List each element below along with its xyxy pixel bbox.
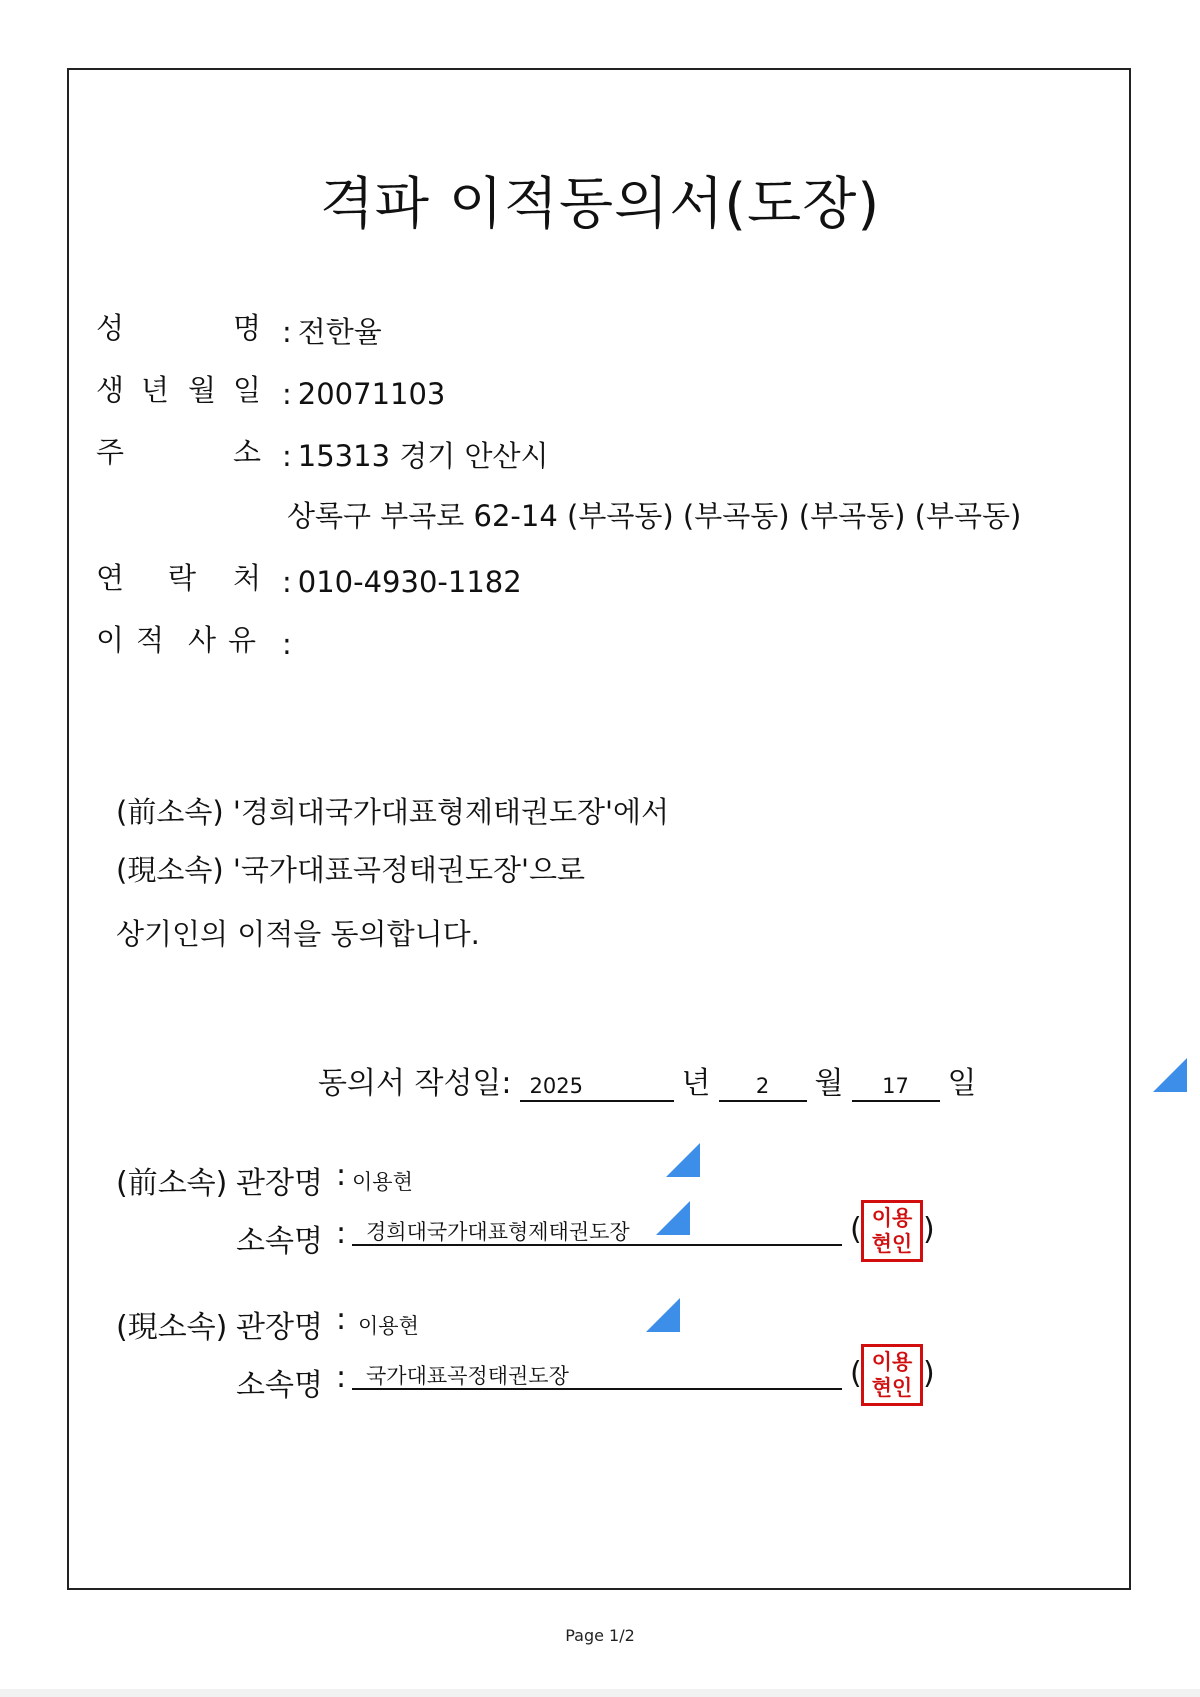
field-contact: 연 락 처 : 010-4930-1182 [96, 556, 522, 599]
field-name-label: 성 명 [96, 311, 262, 345]
edit-marker-icon[interactable] [646, 1298, 680, 1332]
current-prefix: (現소속) [116, 1310, 228, 1345]
edit-marker-icon[interactable] [656, 1201, 690, 1235]
field-birth: 생 년 월 일 : 20071103 [96, 368, 445, 411]
field-contact-value: 010-4930-1182 [297, 565, 522, 599]
field-contact-label: 연 락 처 [96, 561, 262, 595]
field-address-line1: 15313 경기 안산시 [297, 439, 549, 473]
date-month-unit: 월 [814, 1066, 844, 1101]
document-title: 격파 이적동의서(도장) [319, 172, 881, 237]
seal-stamp-icon: 이용 현인 [861, 1344, 923, 1406]
current-director-label: 관장명 [236, 1310, 323, 1345]
field-birth-value: 20071103 [297, 377, 446, 411]
field-reason-label: 이 적 사 유 [96, 623, 257, 657]
date-day: 17 [852, 1074, 940, 1102]
body-line-consent: 상기인의 이적을 동의합니다. [116, 917, 480, 951]
previous-director-label: 관장명 [236, 1166, 323, 1201]
previous-org-value: 경희대국가대표형제태권도장 [366, 1220, 630, 1244]
date-month: 2 [719, 1074, 807, 1102]
field-name: 성 명 : 전한율 [96, 306, 382, 351]
edit-marker-icon[interactable] [1153, 1058, 1187, 1092]
page-number: Page 1/2 [565, 1626, 635, 1645]
date-label: 동의서 작성일: [318, 1066, 512, 1101]
field-reason: 이 적 사 유 : [96, 618, 298, 661]
previous-org-line [352, 1216, 842, 1246]
field-address-line2: 상록구 부곡로 62-14 (부곡동) (부곡동) (부곡동) (부곡동) [287, 499, 1022, 533]
date-row [318, 1058, 976, 1102]
bottom-bar [0, 1689, 1200, 1697]
field-birth-label: 생 년 월 일 [96, 373, 262, 407]
previous-director-value: 이용현 [352, 1170, 413, 1194]
field-name-value: 전한율 [297, 315, 382, 349]
field-address-label: 주 소 [96, 435, 262, 469]
current-org-line [352, 1360, 842, 1390]
previous-org-label: 소속명 [236, 1224, 323, 1259]
current-director-value: 이용현 [358, 1314, 419, 1338]
seal-stamp-icon: 이용 현인 [861, 1200, 923, 1262]
previous-prefix: (前소속) [116, 1166, 228, 1201]
field-address: 주 소 : 15313 경기 안산시 [96, 430, 549, 475]
edit-marker-icon[interactable] [666, 1143, 700, 1177]
body-line-previous: (前소속) '경희대국가대표형제태권도장'에서 [116, 795, 670, 829]
date-year-unit: 년 [681, 1066, 711, 1101]
current-org-value: 국가대표곡정태권도장 [366, 1364, 569, 1388]
date-day-unit: 일 [947, 1066, 977, 1101]
date-year: 2025 [520, 1074, 674, 1102]
body-line-current: (現소속) '국가대표곡정태권도장'으로 [116, 853, 585, 887]
current-org-label: 소속명 [236, 1368, 323, 1403]
